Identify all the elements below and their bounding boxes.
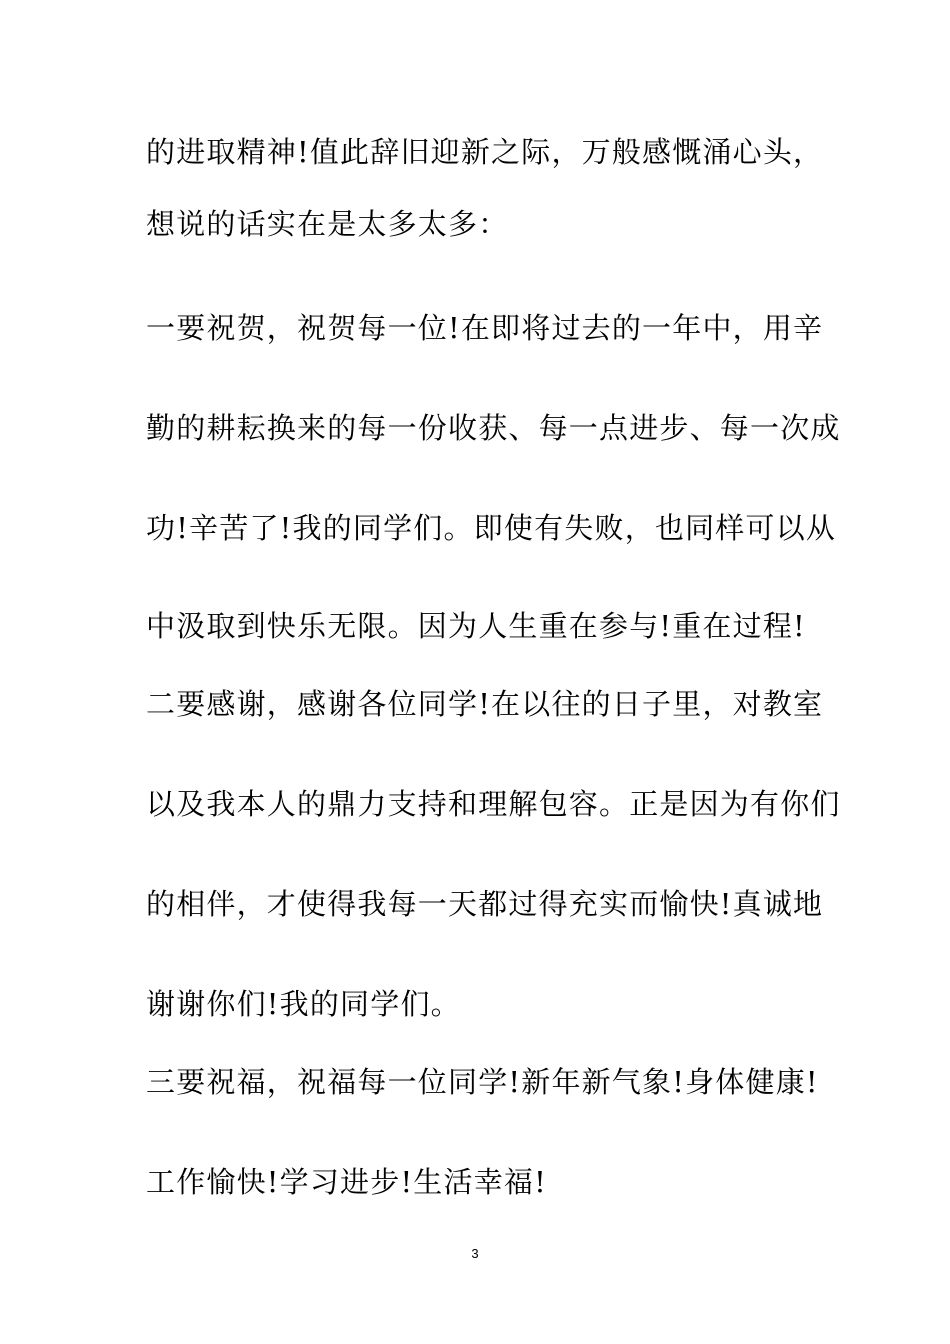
text-line-7: 二要感谢，感谢各位同学!在以往的日子里，对教室 xyxy=(146,687,824,721)
text-line-5: 功!辛苦了!我的同学们。即使有失败，也同样可以从 xyxy=(146,511,837,545)
text-line-1: 的进取精神!值此辞旧迎新之际，万般感慨涌心头， xyxy=(146,135,824,169)
text-line-9: 的相伴，才使得我每一天都过得充实而愉快!真诚地 xyxy=(146,887,824,921)
text-line-12: 工作愉快!学习进步!生活幸福! xyxy=(146,1165,547,1199)
text-line-8: 以及我本人的鼎力支持和理解包容。正是因为有你们 xyxy=(146,787,841,821)
text-line-11: 三要祝福，祝福每一位同学!新年新气象!身体健康! xyxy=(146,1065,819,1099)
page-number: 3 xyxy=(471,1246,479,1261)
text-line-4: 勤的耕耘换来的每一份收获、每一点进步、每一次成 xyxy=(146,411,841,445)
text-line-3: 一要祝贺，祝贺每一位!在即将过去的一年中，用辛 xyxy=(146,311,824,345)
text-line-6: 中汲取到快乐无限。因为人生重在参与!重在过程! xyxy=(146,609,806,643)
text-line-10: 谢谢你们!我的同学们。 xyxy=(146,987,461,1021)
text-line-2: 想说的话实在是太多太多： xyxy=(146,207,509,241)
